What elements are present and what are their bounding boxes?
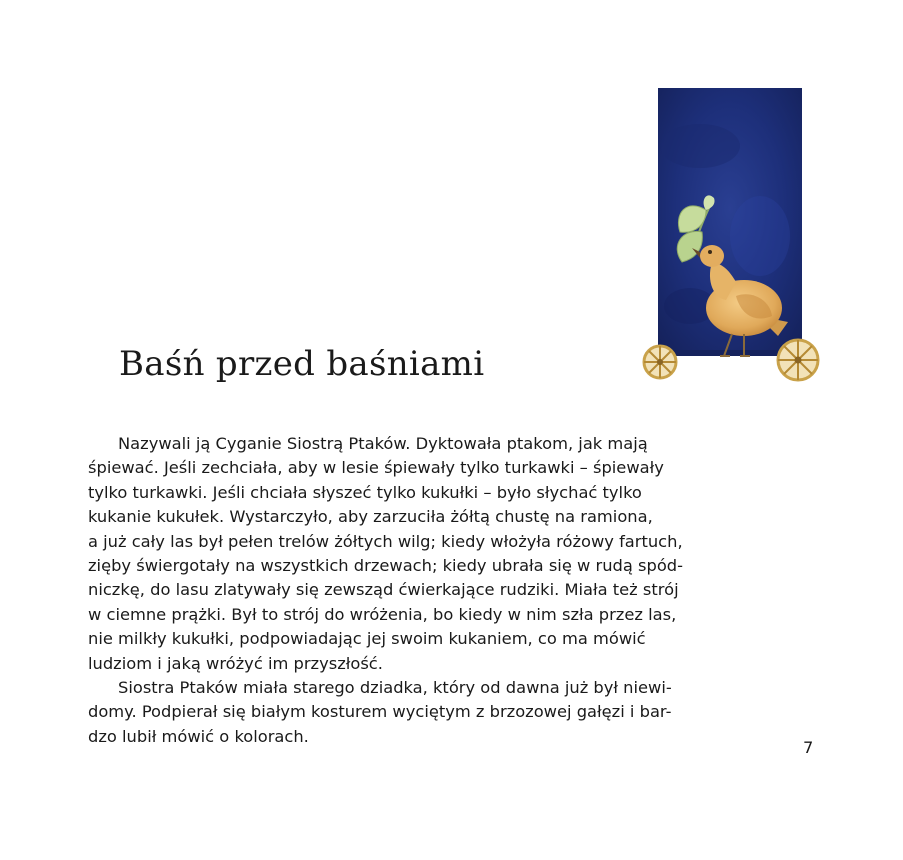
paragraph-1 — [88, 432, 683, 676]
text-line: domy. Podpierał się białym kosturem wyciętym z brzozowej gałęzi i bar- — [88, 702, 672, 722]
text-line: śpiewać. Jeśli zechciała, aby w lesie śpiewały tylko turkawki – śpiewały — [88, 458, 664, 478]
text-line: tylko turkawki. Jeśli chciała słyszeć tylko kukułki – było słychać tylko — [88, 482, 642, 502]
paragraph-2 — [88, 676, 672, 749]
page-title: Baśń przed baśniami — [119, 344, 485, 384]
text-line: kukanie kukułek. Wystarczyło, aby zarzuciła żółtą chustę na ramiona, — [88, 507, 653, 527]
page-number: 7 — [803, 738, 814, 757]
right-wheel-icon — [778, 340, 818, 380]
story-text — [88, 432, 683, 749]
text-line: a już cały las był pełen trelów żółtych wilg; kiedy włożyła różowy fartuch, — [88, 531, 683, 551]
text-line: zięby świergotały na wszystkich drzewach; kiedy ubrała się w rudą spód- — [88, 555, 683, 575]
text-line: dzo lubił mówić o kolorach. — [88, 726, 309, 746]
text-line: w ciemne prążki. Był to strój do wróżenia, bo kiedy w nim szła przez las, — [88, 604, 677, 624]
text-line: Siostra Ptaków miała starego dziadka, który od dawna już był niewi- — [118, 677, 672, 697]
text-line: niczkę, do lasu zlatywały się zewsząd ćwierkające rudziki. Miała też strój — [88, 580, 679, 600]
text-line: Nazywali ją Cyganie Siostrą Ptaków. Dyktowała ptakom, jak mają — [118, 434, 648, 453]
bird-on-wheeled-cart-illustration — [640, 86, 824, 386]
text-line: ludziom i jaką wróżyć im przyszłość. — [88, 653, 383, 673]
text-line: nie milkły kukułki, podpowiadając jej swoim kukaniem, co ma mówić — [88, 629, 646, 649]
left-wheel-icon — [644, 346, 676, 378]
